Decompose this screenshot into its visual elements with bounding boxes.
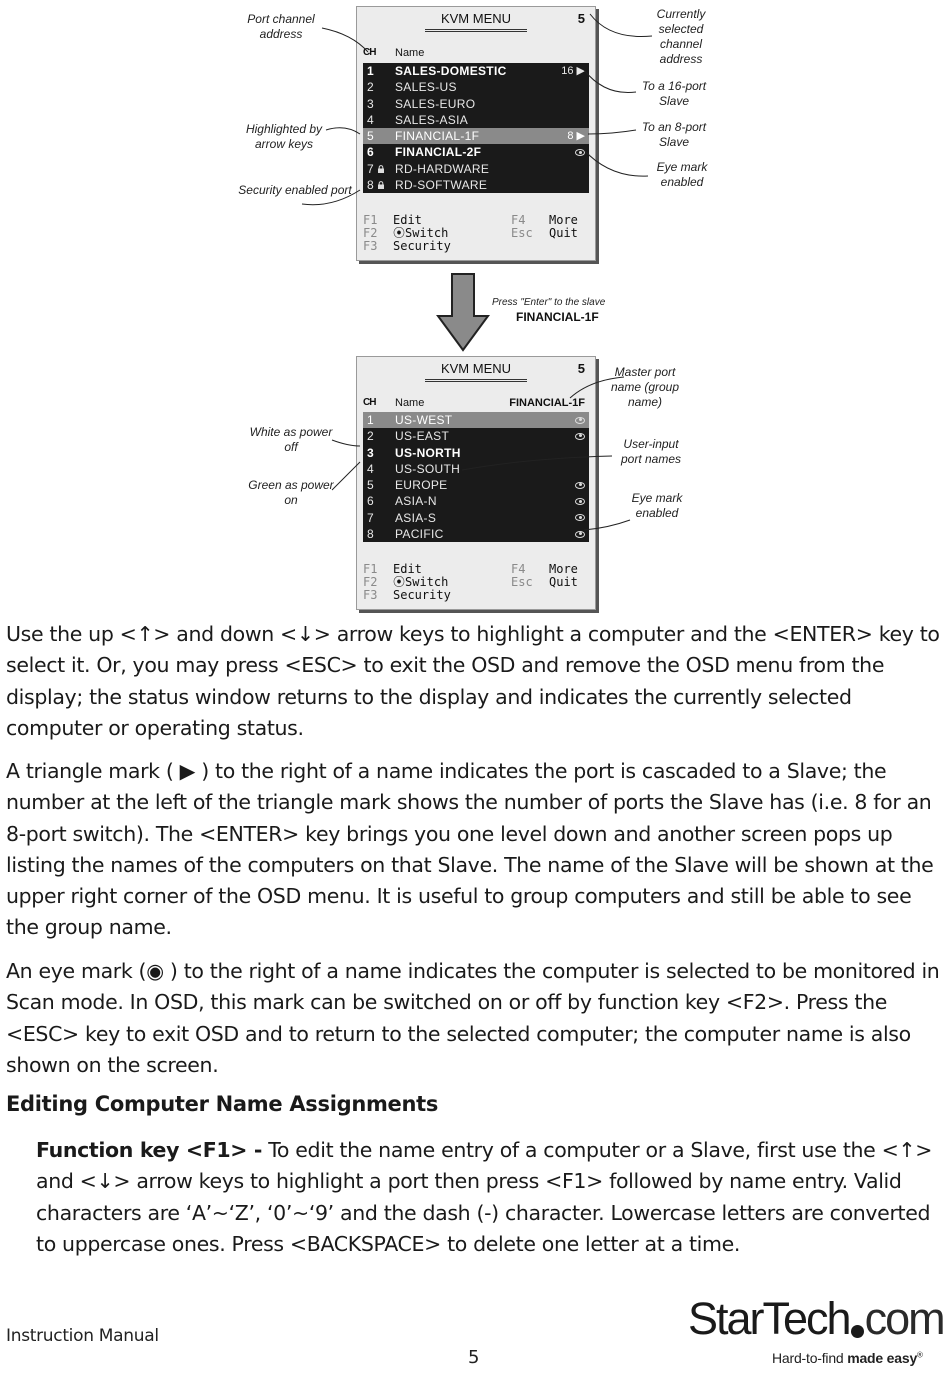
logo-text: StarTech [688, 1293, 850, 1344]
annotation-eye1: Eye mark enabled [656, 160, 708, 189]
annotation-eye2: Eye mark enabled [631, 491, 683, 520]
f4-label: More [549, 562, 578, 576]
name-header: Name [395, 47, 425, 59]
port-number: 5 [367, 129, 374, 144]
f1-label: Edit [393, 213, 422, 227]
annotation-master: Master port name (group name) [610, 365, 680, 409]
annotation-white: White as power off [249, 425, 333, 454]
paragraph-eye-mark: An eye mark (◉ ) to the right of a name indicates the computer is selected to be monitored in Scan mode. In OSD, this mark can be switched on or off by function key <F2>. Press the <ESC> key to exit OSD and to return to the selected computer; the computer name is also shown on the screen. [6, 959, 940, 1077]
current-channel: 5 [577, 11, 585, 26]
kvm-menu-title: KVM MENU [440, 361, 512, 376]
annotation-leaders [0, 0, 950, 615]
annotation-press-enter: Press "Enter" to the slave [492, 297, 606, 308]
function-key-text: To edit the name entry of a computer or a Slave, first use the <↑> and <↓> arrow keys to highlight a port then press <F1> followed by name entry. Valid characters are ‘A’~‘Z’, ‘0’~‘9’ and the dash (-) character. Lowercase letters are converted to uppercase ones. Press <BACKSPACE> to delete one letter at a time. [36, 1138, 933, 1256]
esc-label: Quit [549, 575, 578, 589]
f3-key: F3 [363, 239, 378, 253]
annotation-press-target: FINANCIAL-1F [516, 310, 599, 324]
port-number: 2 [367, 80, 374, 95]
f2-label: ⦿Switch [393, 226, 449, 240]
annotation-port-channel: Port channel address [247, 12, 315, 41]
port-name: ASIA-S [395, 510, 437, 525]
port-number: 8 [367, 527, 374, 542]
port-number: 7 [367, 510, 374, 525]
logo-com: com [864, 1293, 944, 1344]
page-number: 5 [468, 1347, 480, 1368]
port-name: RD-SOFTWARE [395, 178, 488, 193]
port-number: 1 [367, 64, 374, 78]
esc-label: Quit [549, 226, 578, 240]
port-number: 6 [367, 494, 374, 509]
port-name: US-WEST [395, 413, 453, 427]
port-number: 1 [367, 413, 374, 427]
annotation-user-input: User-input port names [620, 437, 682, 466]
f1-key: F1 [363, 213, 378, 227]
port-name: SALES-US [395, 80, 457, 95]
port-number: 8 [367, 178, 374, 193]
port-name: SALES-ASIA [395, 112, 469, 127]
annotation-green: Green as power on [248, 478, 334, 507]
port-name: US-NORTH [395, 445, 461, 460]
master-port-name: FINANCIAL-1F [509, 397, 585, 409]
annotation-current-channel: Currently selected channel address [656, 7, 706, 66]
esc-key: Esc [511, 226, 533, 240]
f1-label: Edit [393, 562, 422, 576]
port-number: 4 [367, 112, 374, 127]
paragraph-triangle-mark: A triangle mark ( ▶ ) to the right of a name indicates the port is cascaded to a Slave; the number at the left of the triangle mark shows the number of ports the Slave has (i.e. 8 for an 8-port switch). The <ENTER> key brings you one level down and another screen pops up listing the names of the computers on that Slave. The name of the Slave will be shown at the upper right corner of the OSD menu. It is useful to group computers and still be able to see the group name. [6, 759, 934, 940]
port-name: FINANCIAL-2F [395, 145, 482, 160]
port-name: US-EAST [395, 429, 450, 444]
port-name: FINANCIAL-1F [395, 129, 480, 144]
port-number: 7 [367, 161, 374, 176]
f2-label: ⦿Switch [393, 575, 449, 589]
startech-logo [688, 1294, 944, 1344]
port-name: US-SOUTH [395, 461, 461, 476]
ch-header: CH [363, 397, 376, 408]
function-key-label: Function key <F1> - [36, 1138, 263, 1162]
port-name: SALES-DOMESTIC [395, 64, 507, 78]
section-heading: Editing Computer Name Assignments [6, 1092, 439, 1116]
slave-indicator: 8 ▶ [567, 130, 585, 143]
f3-label: Security [393, 239, 451, 253]
current-channel: 5 [577, 361, 585, 376]
port-number: 3 [367, 445, 374, 460]
ch-header: CH [363, 47, 376, 58]
port-name: ASIA-N [395, 494, 437, 509]
port-name: EUROPE [395, 478, 448, 493]
port-number: 3 [367, 96, 374, 111]
port-name: RD-HARDWARE [395, 161, 490, 176]
f4-key: F4 [511, 213, 526, 227]
port-number: 4 [367, 461, 374, 476]
paragraph-navigation: Use the up <↑> and down <↓> arrow keys to highlight a computer and the <ENTER> key to select it. Or, you may press <ESC> to exit the OSD and remove the OSD menu from the display; the status window returns to the display and indicates the currently selected computer or operating status. [6, 622, 940, 740]
logo-tagline: Hard-to-find made easy® [772, 1350, 923, 1366]
port-number: 6 [367, 145, 374, 160]
f4-label: More [549, 213, 578, 227]
port-number: 2 [367, 429, 374, 444]
f2-key: F2 [363, 226, 378, 240]
name-header: Name [395, 397, 425, 409]
f3-key: F3 [363, 588, 378, 602]
port-name: PACIFIC [395, 527, 444, 542]
kvm-figure [0, 0, 950, 615]
port-number: 5 [367, 478, 374, 493]
annotation-slave8: To an 8-port Slave [641, 120, 707, 149]
footer-manual-label: Instruction Manual [6, 1326, 159, 1346]
annotation-security: Security enabled port [238, 183, 352, 197]
logo-dot-icon [851, 1325, 864, 1338]
paragraph-function-key [36, 1135, 942, 1260]
slave-indicator: 16 ▶ [561, 65, 585, 77]
annotation-highlighted: Highlighted by arrow keys [245, 122, 323, 151]
f3-label: Security [393, 588, 451, 602]
f2-key: F2 [363, 575, 378, 589]
esc-key: Esc [511, 575, 533, 589]
f1-key: F1 [363, 562, 378, 576]
kvm-menu-title: KVM MENU [440, 11, 512, 26]
annotation-slave16: To a 16-port Slave [641, 79, 707, 108]
port-name: SALES-EURO [395, 96, 476, 111]
f4-key: F4 [511, 562, 526, 576]
